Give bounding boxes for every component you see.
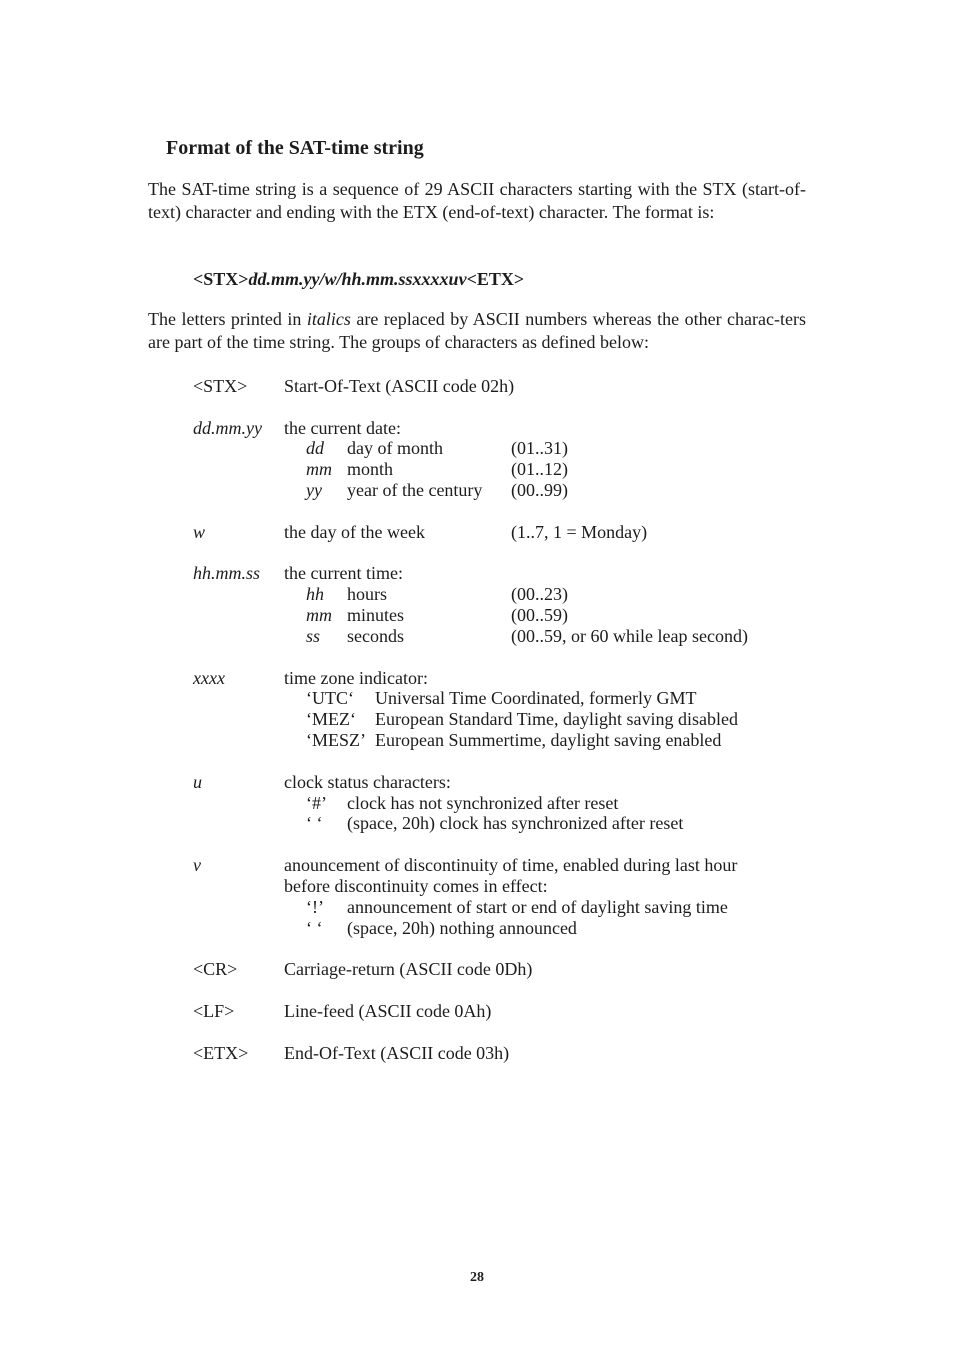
tz-text-mez: European Standard Time, daylight saving disabled [375,709,738,729]
time-range-mm: (00..59) [511,605,568,625]
date-range-dd: (01..31) [511,438,568,458]
announce-sym-bang: ‘!’ [306,897,324,917]
def-desc-cr: Carriage-return (ASCII code 0Dh) [284,959,533,979]
tz-text-mesz: European Summertime, daylight saving enabled [375,730,722,750]
status-sym-space: ‘ ‘ [306,813,323,833]
explain-paragraph [148,308,806,354]
def-key-time: hh.mm.ss [193,563,261,583]
date-name-yy: year of the century [347,480,483,500]
tz-sym-mez: ‘MEZ‘ [306,709,356,729]
def-desc-status: clock status characters: [284,772,451,792]
date-range-yy: (00..99) [511,480,568,500]
def-key-lf: <LF> [193,1001,235,1021]
def-key-cr: <CR> [193,959,238,979]
def-desc-announce-2: before discontinuity comes in effect: [284,876,548,896]
date-name-dd: day of month [347,438,443,458]
intro-text: The SAT-time string is a sequence of 29 ASCII characters starting with the STX (start-of-text) character and ending with the ETX (end-of-text) character. The format is: [148,179,806,222]
explain-pre: The letters printed in [148,309,307,329]
announce-sym-space: ‘ ‘ [306,918,323,938]
def-key-date: dd.mm.yy [193,418,262,438]
def-key-etx: <ETX> [193,1043,249,1063]
tz-sym-mesz: ‘MESZ’ [306,730,366,750]
def-key-announce: v [193,855,201,875]
def-key-week: w [193,522,206,542]
announce-text-space: (space, 20h) nothing announced [347,918,577,938]
time-name-ss: seconds [347,626,404,646]
status-text-space: (space, 20h) clock has synchronized after reset [347,813,684,833]
def-key-tz: xxxx [193,668,225,688]
time-name-mm: minutes [347,605,404,625]
tz-sym-utc: ‘UTC‘ [306,688,354,708]
format-line [193,270,524,288]
status-text-hash: clock has not synchronized after reset [347,793,619,813]
section-heading: Format of the SAT-time string [166,137,424,159]
def-desc-time: the current time: [284,563,403,583]
def-desc-lf: Line-feed (ASCII code 0Ah) [284,1001,492,1021]
def-desc-date: the current date: [284,418,401,438]
time-range-ss: (00..59, or 60 while leap second) [511,626,748,646]
date-name-mm: month [347,459,394,479]
explain-italic: italics [306,309,351,329]
def-desc-stx: Start-Of-Text (ASCII code 02h) [284,376,515,396]
date-range-mm: (01..12) [511,459,568,479]
date-sym-mm: mm [306,459,332,479]
time-range-hh: (00..23) [511,584,568,604]
time-sym-hh: hh [306,584,324,604]
format-stx: <STX> [193,269,249,289]
format-etx: <ETX> [466,269,525,289]
intro-paragraph [148,178,806,224]
explain-post: are replaced by ASCII numbers whereas the other charac-ters are part of the time string. The groups of characters as defined below: [148,309,806,352]
def-desc-announce-1: anouncement of discontinuity of time, enabled during last hour [284,855,738,875]
def-key-stx: <STX> [193,376,248,396]
page-number: 28 [470,1270,484,1285]
status-sym-hash: ‘#’ [306,793,327,813]
def-desc-etx: End-Of-Text (ASCII code 03h) [284,1043,510,1063]
date-sym-dd: dd [306,438,324,458]
def-desc-week: the day of the week [284,522,425,542]
tz-text-utc: Universal Time Coordinated, formerly GMT [375,688,697,708]
time-name-hh: hours [347,584,387,604]
time-sym-mm: mm [306,605,332,625]
format-body: dd.mm.yy/w/hh.mm.ssxxxxuv [248,269,467,289]
def-desc-tz: time zone indicator: [284,668,428,688]
def-range-week: (1..7, 1 = Monday) [511,522,648,542]
time-sym-ss: ss [306,626,321,646]
announce-text-bang: announcement of start or end of daylight saving time [347,897,728,917]
def-key-status: u [193,772,202,792]
date-sym-yy: yy [306,480,322,500]
